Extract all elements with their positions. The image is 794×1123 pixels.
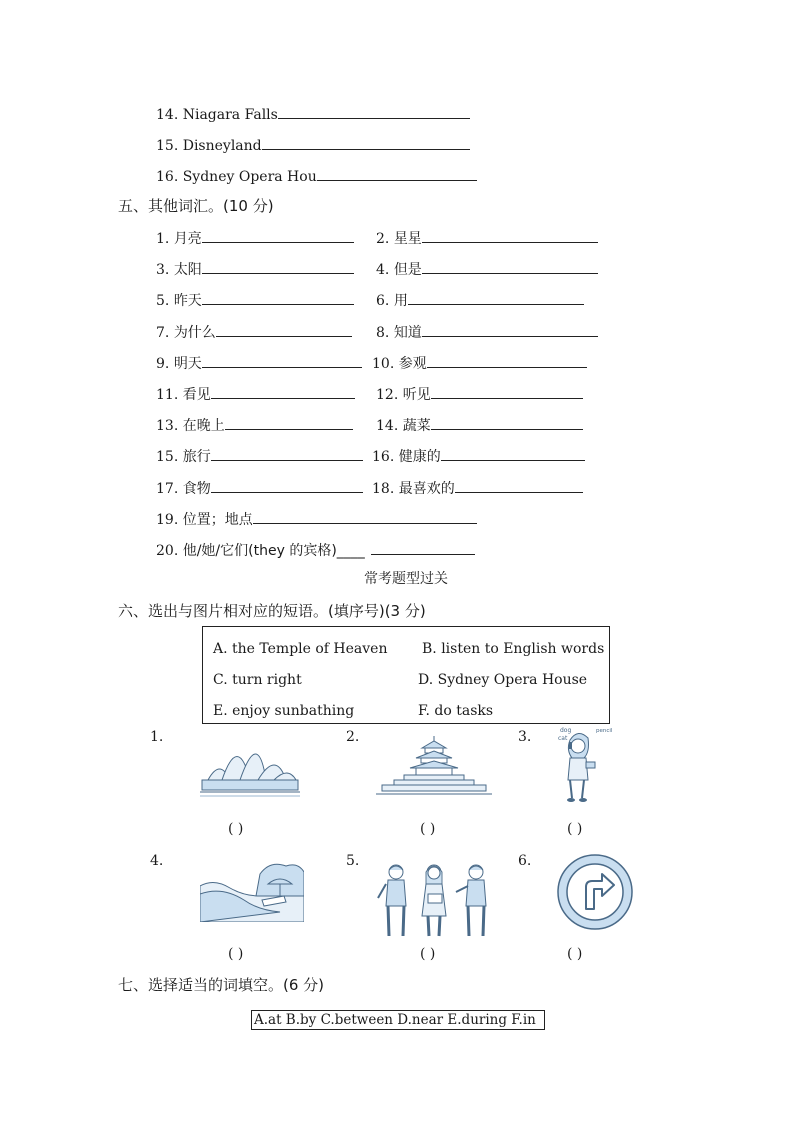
item-16-sydney: 16. Sydney Opera Hou — [156, 166, 477, 186]
option-d: D. Sydney Opera House — [418, 672, 588, 688]
vocab-item-label: 太阳 — [173, 262, 202, 278]
vocab-item-number: 13. — [156, 418, 179, 434]
vocab-item-number: 14. — [376, 418, 399, 434]
beach-sunbathing-picture — [200, 856, 304, 922]
word-label: pencil — [596, 728, 613, 734]
vocab-item-number: 2. — [376, 231, 390, 247]
answer-line[interactable] — [422, 259, 598, 274]
answer-line[interactable] — [431, 384, 583, 399]
vocab-item-label: 看见 — [182, 387, 211, 403]
answer-blank[interactable]: ( ) — [567, 946, 583, 962]
vocab-item — [156, 446, 363, 466]
vocab-item-label: 听见 — [402, 387, 431, 403]
vocab-item-label: 知道 — [393, 325, 422, 341]
answer-line[interactable] — [427, 353, 587, 368]
answer-line[interactable] — [202, 259, 354, 274]
answer-line[interactable] — [408, 290, 584, 305]
answer-line[interactable] — [202, 353, 362, 368]
answer-blank[interactable]: ( ) — [228, 946, 244, 962]
vocab-item-number: 20. — [156, 543, 179, 559]
vocab-item-label: 位置；地点 — [182, 512, 253, 528]
answer-line[interactable] — [211, 384, 355, 399]
answer-line[interactable] — [422, 228, 598, 243]
answer-blank[interactable]: ( ) — [228, 821, 244, 837]
vocab-item-label: 旅行 — [182, 449, 211, 465]
item-15-disneyland: 15. Disneyland — [156, 135, 470, 155]
answer-line[interactable] — [211, 478, 363, 493]
answer-line[interactable] — [431, 415, 583, 430]
options-box — [202, 626, 610, 724]
vocab-item-label: 健康的 — [398, 449, 441, 465]
answer-line[interactable] — [202, 228, 354, 243]
answer-line[interactable] — [211, 446, 363, 461]
vocab-item-number: 1. — [156, 231, 170, 247]
answer-blank[interactable]: ( ) — [420, 946, 436, 962]
vocab-item — [156, 478, 363, 498]
girl-listening-picture — [556, 722, 614, 808]
section5-title: 五、其他词汇。(10 分) — [118, 197, 274, 215]
vocab-item-label: 星星 — [393, 231, 422, 247]
temple-of-heaven-picture — [376, 734, 492, 798]
picture-number: 6. — [518, 853, 532, 869]
answer-line[interactable] — [216, 322, 352, 337]
vocab-item — [376, 384, 583, 404]
vocab-item — [156, 259, 354, 279]
vocab-item — [376, 228, 598, 248]
answer-line[interactable] — [253, 509, 477, 524]
item-14-niagara: 14. Niagara Falls — [156, 104, 470, 124]
option-c: C. turn right — [213, 672, 302, 688]
vocab-item-number: 17. — [156, 481, 179, 497]
vocab-item-label: 最喜欢的 — [398, 481, 455, 497]
option-f: F. do tasks — [418, 703, 494, 719]
vocab-item-number: 10. — [372, 356, 395, 372]
picture-number: 2. — [346, 729, 360, 745]
vocab-item — [156, 509, 477, 529]
option-a: A. the Temple of Heaven — [213, 641, 388, 657]
option-e: E. enjoy sunbathing — [213, 703, 355, 719]
picture-number: 5. — [346, 853, 360, 869]
answer-line[interactable] — [455, 478, 583, 493]
turn-right-sign-picture — [556, 853, 634, 931]
vocab-item-number: 18. — [372, 481, 395, 497]
vocab-item-label: 昨天 — [173, 293, 202, 309]
vocab-item-number: 9. — [156, 356, 170, 372]
section7-title: 七、选择适当的词填空。(6 分) — [118, 976, 325, 994]
answer-line[interactable] — [225, 415, 353, 430]
answer-line[interactable] — [371, 540, 475, 555]
word-label: dog — [560, 727, 572, 734]
vocab-item-number: 15. — [156, 449, 179, 465]
sydney-opera-house-picture — [200, 728, 300, 798]
vocab-item-number: 5. — [156, 293, 170, 309]
vocab-item-number: 11. — [156, 387, 179, 403]
vocab-item-number: 3. — [156, 262, 170, 278]
vocab-item — [376, 259, 598, 279]
vocab-item — [372, 478, 583, 498]
picture-number: 3. — [518, 729, 532, 745]
answer-line[interactable] — [422, 322, 598, 337]
vocab-item-label: 但是 — [393, 262, 422, 278]
answer-blank[interactable]: ( ) — [420, 821, 436, 837]
vocab-item-label: 月亮 — [173, 231, 202, 247]
answer-line[interactable] — [202, 290, 354, 305]
vocab-item-label: 他/她/它们(they 的宾格)____ — [182, 543, 365, 559]
vocab-item-label: 参观 — [398, 356, 427, 372]
answer-blank[interactable]: ( ) — [567, 821, 583, 837]
vocab-item-label: 蔬菜 — [402, 418, 431, 434]
picture-number: 1. — [150, 729, 164, 745]
section6-title: 六、选出与图片相对应的短语。(填序号)(3 分) — [118, 602, 426, 620]
vocab-item-number: 16. — [372, 449, 395, 465]
answer-line[interactable] — [278, 104, 470, 119]
children-talking-picture — [376, 860, 492, 940]
vocab-item — [156, 540, 475, 560]
vocab-item-number: 19. — [156, 512, 179, 528]
vocab-item-number: 6. — [376, 293, 390, 309]
vocab-item — [156, 384, 355, 404]
vocab-item — [376, 415, 583, 435]
vocab-item-number: 7. — [156, 325, 170, 341]
vocab-item-number: 8. — [376, 325, 390, 341]
vocab-item — [156, 290, 354, 310]
vocab-item-number: 12. — [376, 387, 399, 403]
answer-line[interactable] — [317, 166, 477, 181]
vocab-item — [372, 446, 585, 466]
vocab-item — [156, 228, 354, 248]
vocab-item — [156, 322, 352, 342]
answer-line[interactable] — [262, 135, 470, 150]
vocab-item — [156, 415, 353, 435]
subheading: 常考题型过关 — [364, 571, 448, 587]
word-label: cat — [558, 735, 568, 742]
vocab-item — [376, 322, 598, 342]
vocab-item-label: 食物 — [182, 481, 211, 497]
word-bank: A.at B.by C.between D.near E.during F.in — [251, 1010, 545, 1030]
picture-number: 4. — [150, 853, 164, 869]
vocab-item — [156, 353, 362, 373]
option-b: B. listen to English words — [422, 641, 605, 657]
vocab-item-label: 明天 — [173, 356, 202, 372]
answer-line[interactable] — [441, 446, 585, 461]
vocab-item-label: 在晚上 — [182, 418, 225, 434]
vocab-item-label: 用 — [393, 293, 408, 309]
vocab-item-number: 4. — [376, 262, 390, 278]
vocab-item — [372, 353, 587, 373]
vocab-item — [376, 290, 584, 310]
vocab-item-label: 为什么 — [173, 325, 216, 341]
